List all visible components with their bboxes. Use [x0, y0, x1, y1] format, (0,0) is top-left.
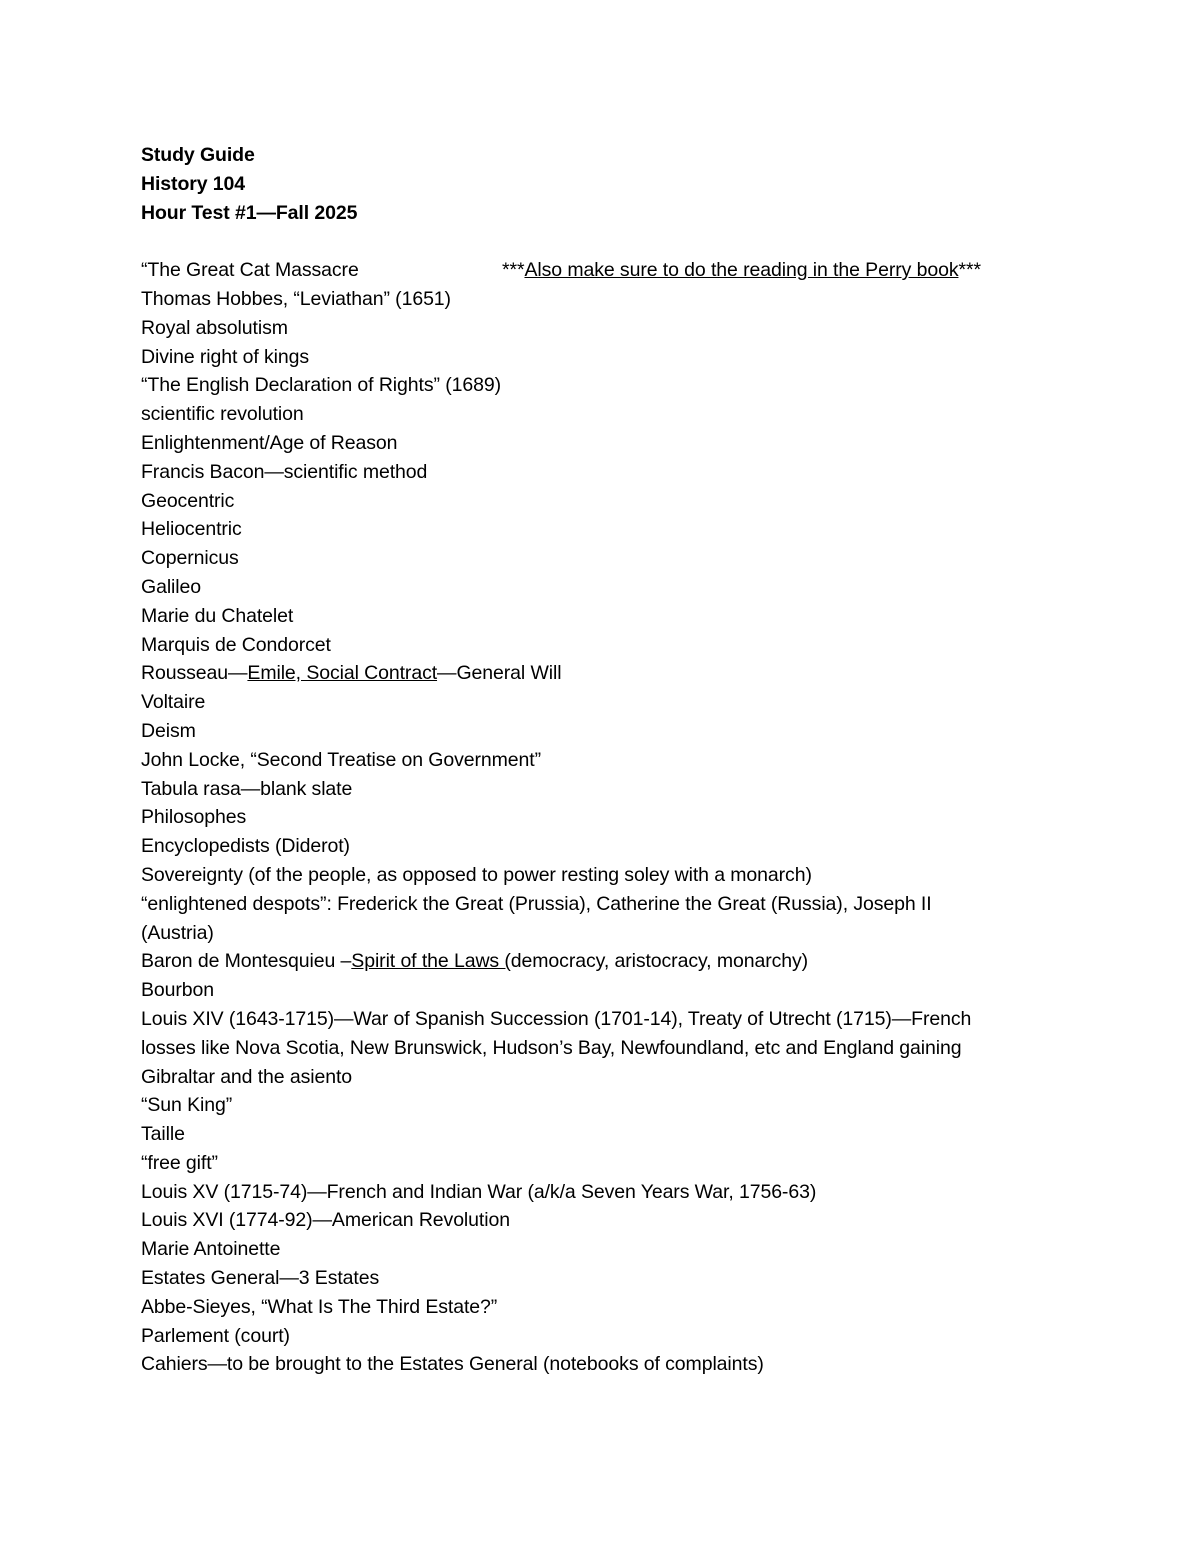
study-guide-body — [141, 141, 1141, 1379]
rousseau-pre: Rousseau— — [141, 662, 248, 685]
list-item: Royal absolutism — [141, 316, 288, 339]
list-item: Louis XIV (1643-1715)—War of Spanish Succession (1701-14), Treaty of Utrecht (1715)—French — [141, 1007, 972, 1030]
list-item: Sovereignty (of the people, as opposed to power resting soley with a monarch) — [141, 863, 812, 886]
list-item: Estates General—3 Estates — [141, 1267, 380, 1290]
rousseau-works: Emile, Social Contract — [247, 662, 438, 685]
list-item: scientific revolution — [141, 403, 304, 426]
montesquieu-work: Spirit of the Laws ( — [351, 950, 511, 973]
list-item-text: “The Great Cat Massacre — [141, 259, 359, 282]
list-item: “enlightened despots”: Frederick the Great (Prussia), Catherine the Great (Russia), Joseph II — [141, 892, 932, 915]
list-item: Copernicus — [141, 547, 239, 570]
montesquieu-post: democracy, aristocracy, monarchy) — [510, 950, 809, 973]
list-item: Encyclopedists (Diderot) — [141, 835, 350, 858]
term-list-c — [141, 976, 1141, 1379]
list-item: Francis Bacon—scientific method — [141, 460, 428, 483]
list-item — [141, 256, 1141, 285]
list-item: (Austria) — [141, 921, 214, 944]
course-name: History 104 — [141, 172, 246, 195]
list-item: Deism — [141, 719, 196, 742]
list-item: John Locke, “Second Treatise on Government” — [141, 748, 542, 771]
list-item: Parlement (court) — [141, 1324, 290, 1347]
list-item: “The English Declaration of Rights” (1689) — [141, 374, 501, 397]
list-item: “free gift” — [141, 1151, 218, 1174]
list-item: Cahiers—to be brought to the Estates General (notebooks of complaints) — [141, 1353, 764, 1376]
note-prefix: *** — [502, 259, 525, 282]
term-list-a — [141, 285, 1141, 659]
list-item: Geocentric — [141, 489, 235, 512]
note-text: Also make sure to do the reading in the Perry book — [524, 259, 959, 282]
list-item: Philosophes — [141, 806, 247, 829]
list-item: Thomas Hobbes, “Leviathan” (1651) — [141, 287, 451, 310]
rousseau-post: —General Will — [437, 662, 562, 685]
list-item: Galileo — [141, 575, 201, 598]
list-item: losses like Nova Scotia, New Brunswick, Hudson’s Bay, Newfoundland, etc and England gaining — [141, 1036, 962, 1059]
doc-title: Study Guide — [141, 144, 255, 166]
note-suffix: *** — [958, 259, 981, 282]
list-item: Louis XV (1715-74)—French and Indian War (a/k/a Seven Years War, 1756-63) — [141, 1180, 817, 1203]
list-item: Heliocentric — [141, 518, 242, 541]
list-item: Louis XVI (1774-92)—American Revolution — [141, 1209, 510, 1232]
list-item: Taille — [141, 1123, 185, 1146]
list-item: Enlightenment/Age of Reason — [141, 431, 398, 454]
term-list-b — [141, 688, 1141, 947]
test-name: Hour Test #1—Fall 2025 — [141, 201, 358, 224]
list-item: Abbe-Sieyes, “What Is The Third Estate?” — [141, 1295, 498, 1318]
list-item: Marquis de Condorcet — [141, 633, 331, 656]
list-item: Divine right of kings — [141, 345, 310, 368]
list-item: Marie Antoinette — [141, 1238, 281, 1261]
list-item: Bourbon — [141, 979, 215, 1002]
list-item-montesquieu — [141, 947, 1141, 976]
reading-note — [502, 256, 981, 285]
list-item: Tabula rasa—blank slate — [141, 777, 353, 800]
list-item-rousseau — [141, 659, 1141, 688]
blank-line — [141, 227, 1141, 256]
list-item: Gibraltar and the asiento — [141, 1065, 353, 1088]
list-item: Voltaire — [141, 691, 206, 714]
list-item: Marie du Chatelet — [141, 604, 294, 627]
list-item: “Sun King” — [141, 1094, 233, 1117]
montesquieu-pre: Baron de Montesquieu – — [141, 950, 352, 973]
